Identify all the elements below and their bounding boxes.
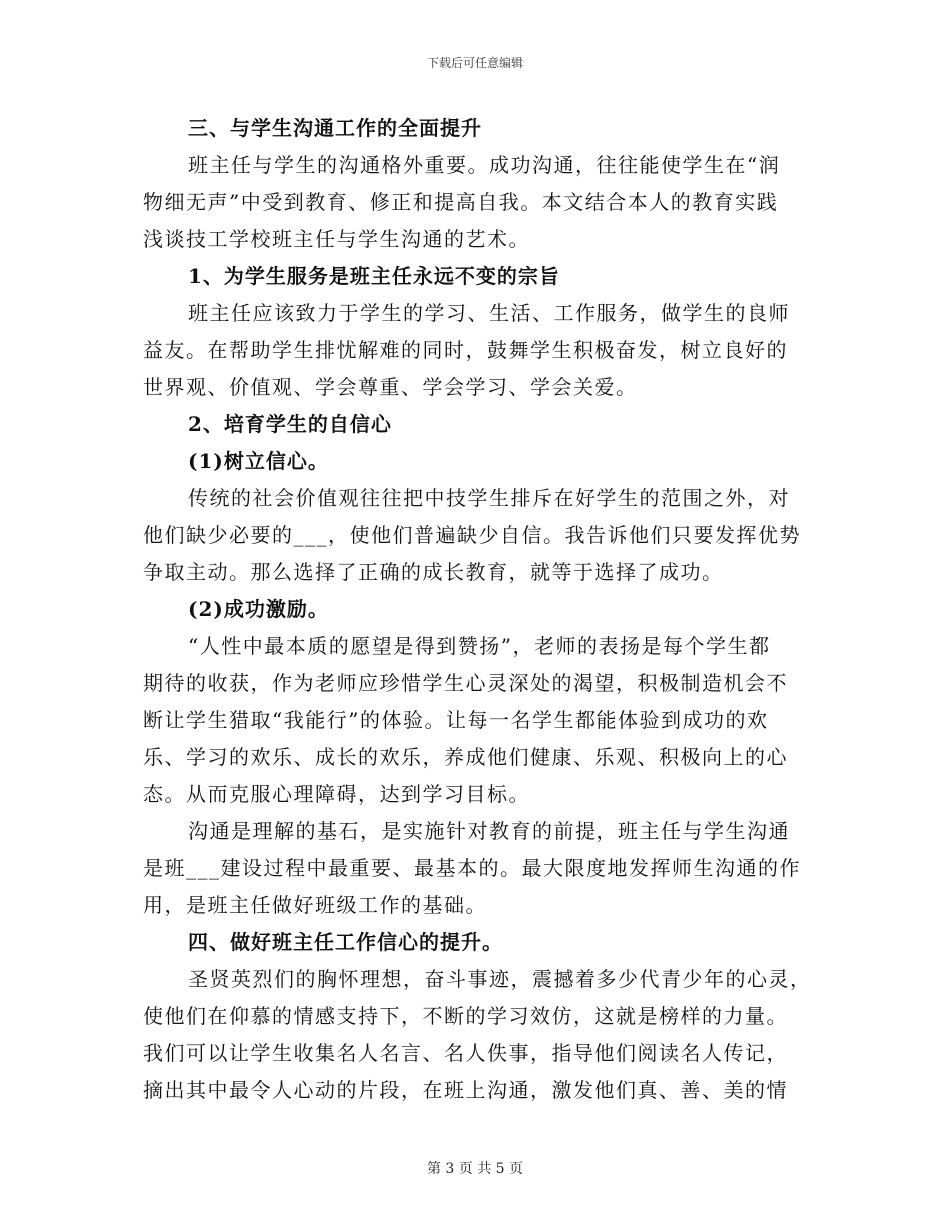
section-heading: (1)树立信心。 [188,449,329,473]
section-heading: 四、做好班主任工作信心的提升。 [188,930,503,954]
paragraph-line: 传统的社会价值观往往把中技学生排斥在好学生的范围之外，对 [188,486,790,510]
paragraph-line: 断让学生猎取“我能行”的体验。让每一名学生都能体验到成功的欢 [143,708,769,732]
paragraph-line: 世界观、价值观、学会尊重、学会学习、学会关爱。 [143,375,638,399]
document-body [143,110,812,1109]
paragraph-line: 使他们在仰慕的情感支持下，不断的学习效仿，这就是榜样的力量。 [143,1004,788,1028]
paragraph-line: 班主任与学生的沟通格外重要。成功沟通，往往能使学生在“润 [188,153,781,177]
paragraph-line: 益友。在帮助学生排忧解难的同时，鼓舞学生积极奋发，树立良好的 [143,338,788,362]
paragraph-line: 圣贤英烈们的胸怀理想，奋斗事迹，震撼着多少代青少年的心灵， [188,967,812,991]
paragraph-line: 态。从而克服心理障碍，达到学习目标。 [143,782,530,806]
paragraph-line: 班主任应该致力于学生的学习、生活、工作服务，做学生的良师 [188,301,790,325]
paragraph-line: 摘出其中最令人心动的片段，在班上沟通，激发他们真、善、美的情 [143,1078,788,1102]
paragraph-line: 沟通是理解的基石，是实施针对教育的前提，班主任与学生沟通 [188,819,790,843]
page-number: 第 3 页 共 5 页 [426,1161,524,1177]
section-heading: 2、培育学生的自信心 [188,412,392,436]
paragraph-line: 期待的收获，作为老师应珍惜学生心灵深处的渴望，积极制造机会不 [143,671,788,695]
paragraph-line: 我们可以让学生收集名人名言、名人佚事，指导他们阅读名人传记， [143,1041,788,1065]
paragraph-line: 争取主动。那么选择了正确的成长教育，就等于选择了成功。 [143,560,724,584]
paragraph-line: 物细无声”中受到教育、修正和提高自我。本文结合本人的教育实践 [143,190,779,214]
paragraph-line: 他们缺少必要的___，使他们普遍缺少自信。我告诉他们只要发挥优势 [143,523,801,547]
section-heading: 三、与学生沟通工作的全面提升 [188,116,482,140]
paragraph-line: “人性中最本质的愿望是得到赞扬”，老师的表扬是每个学生都 [188,634,771,658]
paragraph-line: 乐、学习的欢乐、成长的欢乐，养成他们健康、乐观、积极向上的心 [143,745,788,769]
paragraph-line: 浅谈技工学校班主任与学生沟通的艺术。 [143,227,530,251]
paragraph-line: 用，是班主任做好班级工作的基础。 [143,893,487,917]
section-heading: 1、为学生服务是班主任永远不变的宗旨 [188,264,560,288]
paragraph-line: 是班___建设过程中最重要、最基本的。最大限度地发挥师生沟通的作 [143,856,801,880]
page-header: 下载后可任意编辑 [426,56,523,70]
section-heading: (2)成功激励。 [188,597,329,621]
